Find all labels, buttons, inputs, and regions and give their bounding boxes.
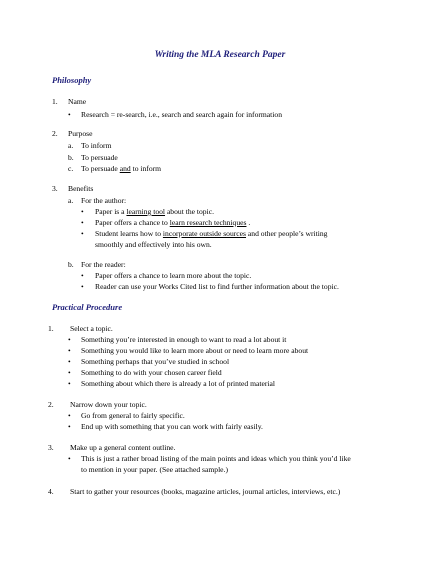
- bullet-icon: •: [81, 271, 84, 280]
- section-heading-philosophy: Philosophy: [52, 75, 92, 85]
- list-item-label: Make up a general content outline.: [70, 443, 176, 452]
- bullet-text: This is just a rather broad listing of the main points and ideas which you think you’d like: [81, 454, 351, 463]
- bullet-text: Research = re-search, i.e., search and search again for information: [81, 110, 282, 119]
- bullet-icon: •: [81, 282, 84, 291]
- list-number: 1.: [48, 324, 54, 333]
- bullet-icon: •: [81, 218, 84, 227]
- sub-item-text: For the reader:: [81, 260, 126, 269]
- list-number: 3.: [48, 443, 54, 452]
- bullet-text: Student learns how to incorporate outside sources and other people’s writing: [95, 229, 328, 238]
- bullet-text: Something you’re interested in enough to want to read a lot about it: [81, 335, 287, 344]
- sub-letter: b.: [68, 260, 74, 269]
- bullet-icon: •: [68, 379, 71, 388]
- list-item-label: Select a topic.: [70, 324, 113, 333]
- sub-letter: b.: [68, 153, 74, 162]
- bullet-text: Something you would like to learn more about or need to learn more about: [81, 346, 309, 355]
- list-number: 4.: [48, 487, 54, 496]
- section-heading-procedure: Practical Procedure: [52, 302, 123, 312]
- list-number: 1.: [52, 97, 58, 106]
- bullet-text: Reader can use your Works Cited list to find further information about the topic.: [95, 282, 339, 291]
- list-number: 2.: [52, 129, 58, 138]
- underlined-phrase: learning tool: [126, 207, 166, 216]
- bullet-text: Go from general to fairly specific.: [81, 411, 185, 420]
- underlined-phrase: incorporate outside sources: [162, 229, 247, 238]
- bullet-icon: •: [68, 346, 71, 355]
- list-item-label: Name: [68, 97, 87, 106]
- list-item-label: Start to gather your resources (books, magazine articles, journal articles, interviews, etc.): [70, 487, 341, 496]
- bullet-text: End up with something that you can work with fairly easily.: [81, 422, 263, 431]
- underlined-word: and: [119, 164, 131, 173]
- bullet-text-continued: smoothly and effectively into his own.: [95, 240, 212, 249]
- sub-item-text: To inform: [81, 141, 112, 150]
- bullet-icon: •: [81, 229, 84, 238]
- sub-item-text: To persuade and to inform: [81, 164, 162, 173]
- sub-item-text: To persuade: [81, 153, 118, 162]
- bullet-text: Paper is a learning tool about the topic.: [95, 207, 214, 216]
- list-number: 2.: [48, 400, 54, 409]
- sub-letter: a.: [68, 196, 74, 205]
- list-item-label: Benefits: [68, 184, 94, 193]
- bullet-text: Paper offers a chance to learn research techniques .: [95, 218, 251, 227]
- bullet-icon: •: [68, 357, 71, 366]
- document-title: Writing the MLA Research Paper: [154, 50, 286, 60]
- bullet-text: Paper offers a chance to learn more about the topic.: [95, 271, 252, 280]
- bullet-text-continued: to mention in your paper. (See attached sample.): [81, 465, 228, 474]
- bullet-icon: •: [68, 411, 71, 420]
- list-number: 3.: [52, 184, 58, 193]
- bullet-icon: •: [68, 110, 71, 119]
- sub-item-text: For the author:: [81, 196, 127, 205]
- bullet-icon: •: [68, 454, 71, 463]
- list-item-label: Purpose: [68, 129, 93, 138]
- bullet-icon: •: [81, 207, 84, 216]
- list-item-label: Narrow down your topic.: [70, 400, 147, 409]
- sub-letter: a.: [68, 141, 74, 150]
- bullet-icon: •: [68, 422, 71, 431]
- sub-letter: c.: [68, 164, 74, 173]
- bullet-text: Something to do with your chosen career field: [81, 368, 222, 377]
- underlined-phrase: learn research techniques: [169, 218, 247, 227]
- bullet-icon: •: [68, 368, 71, 377]
- bullet-text: Something perhaps that you’ve studied in school: [81, 357, 230, 366]
- bullet-text: Something about which there is already a lot of printed material: [81, 379, 276, 388]
- bullet-icon: •: [68, 335, 71, 344]
